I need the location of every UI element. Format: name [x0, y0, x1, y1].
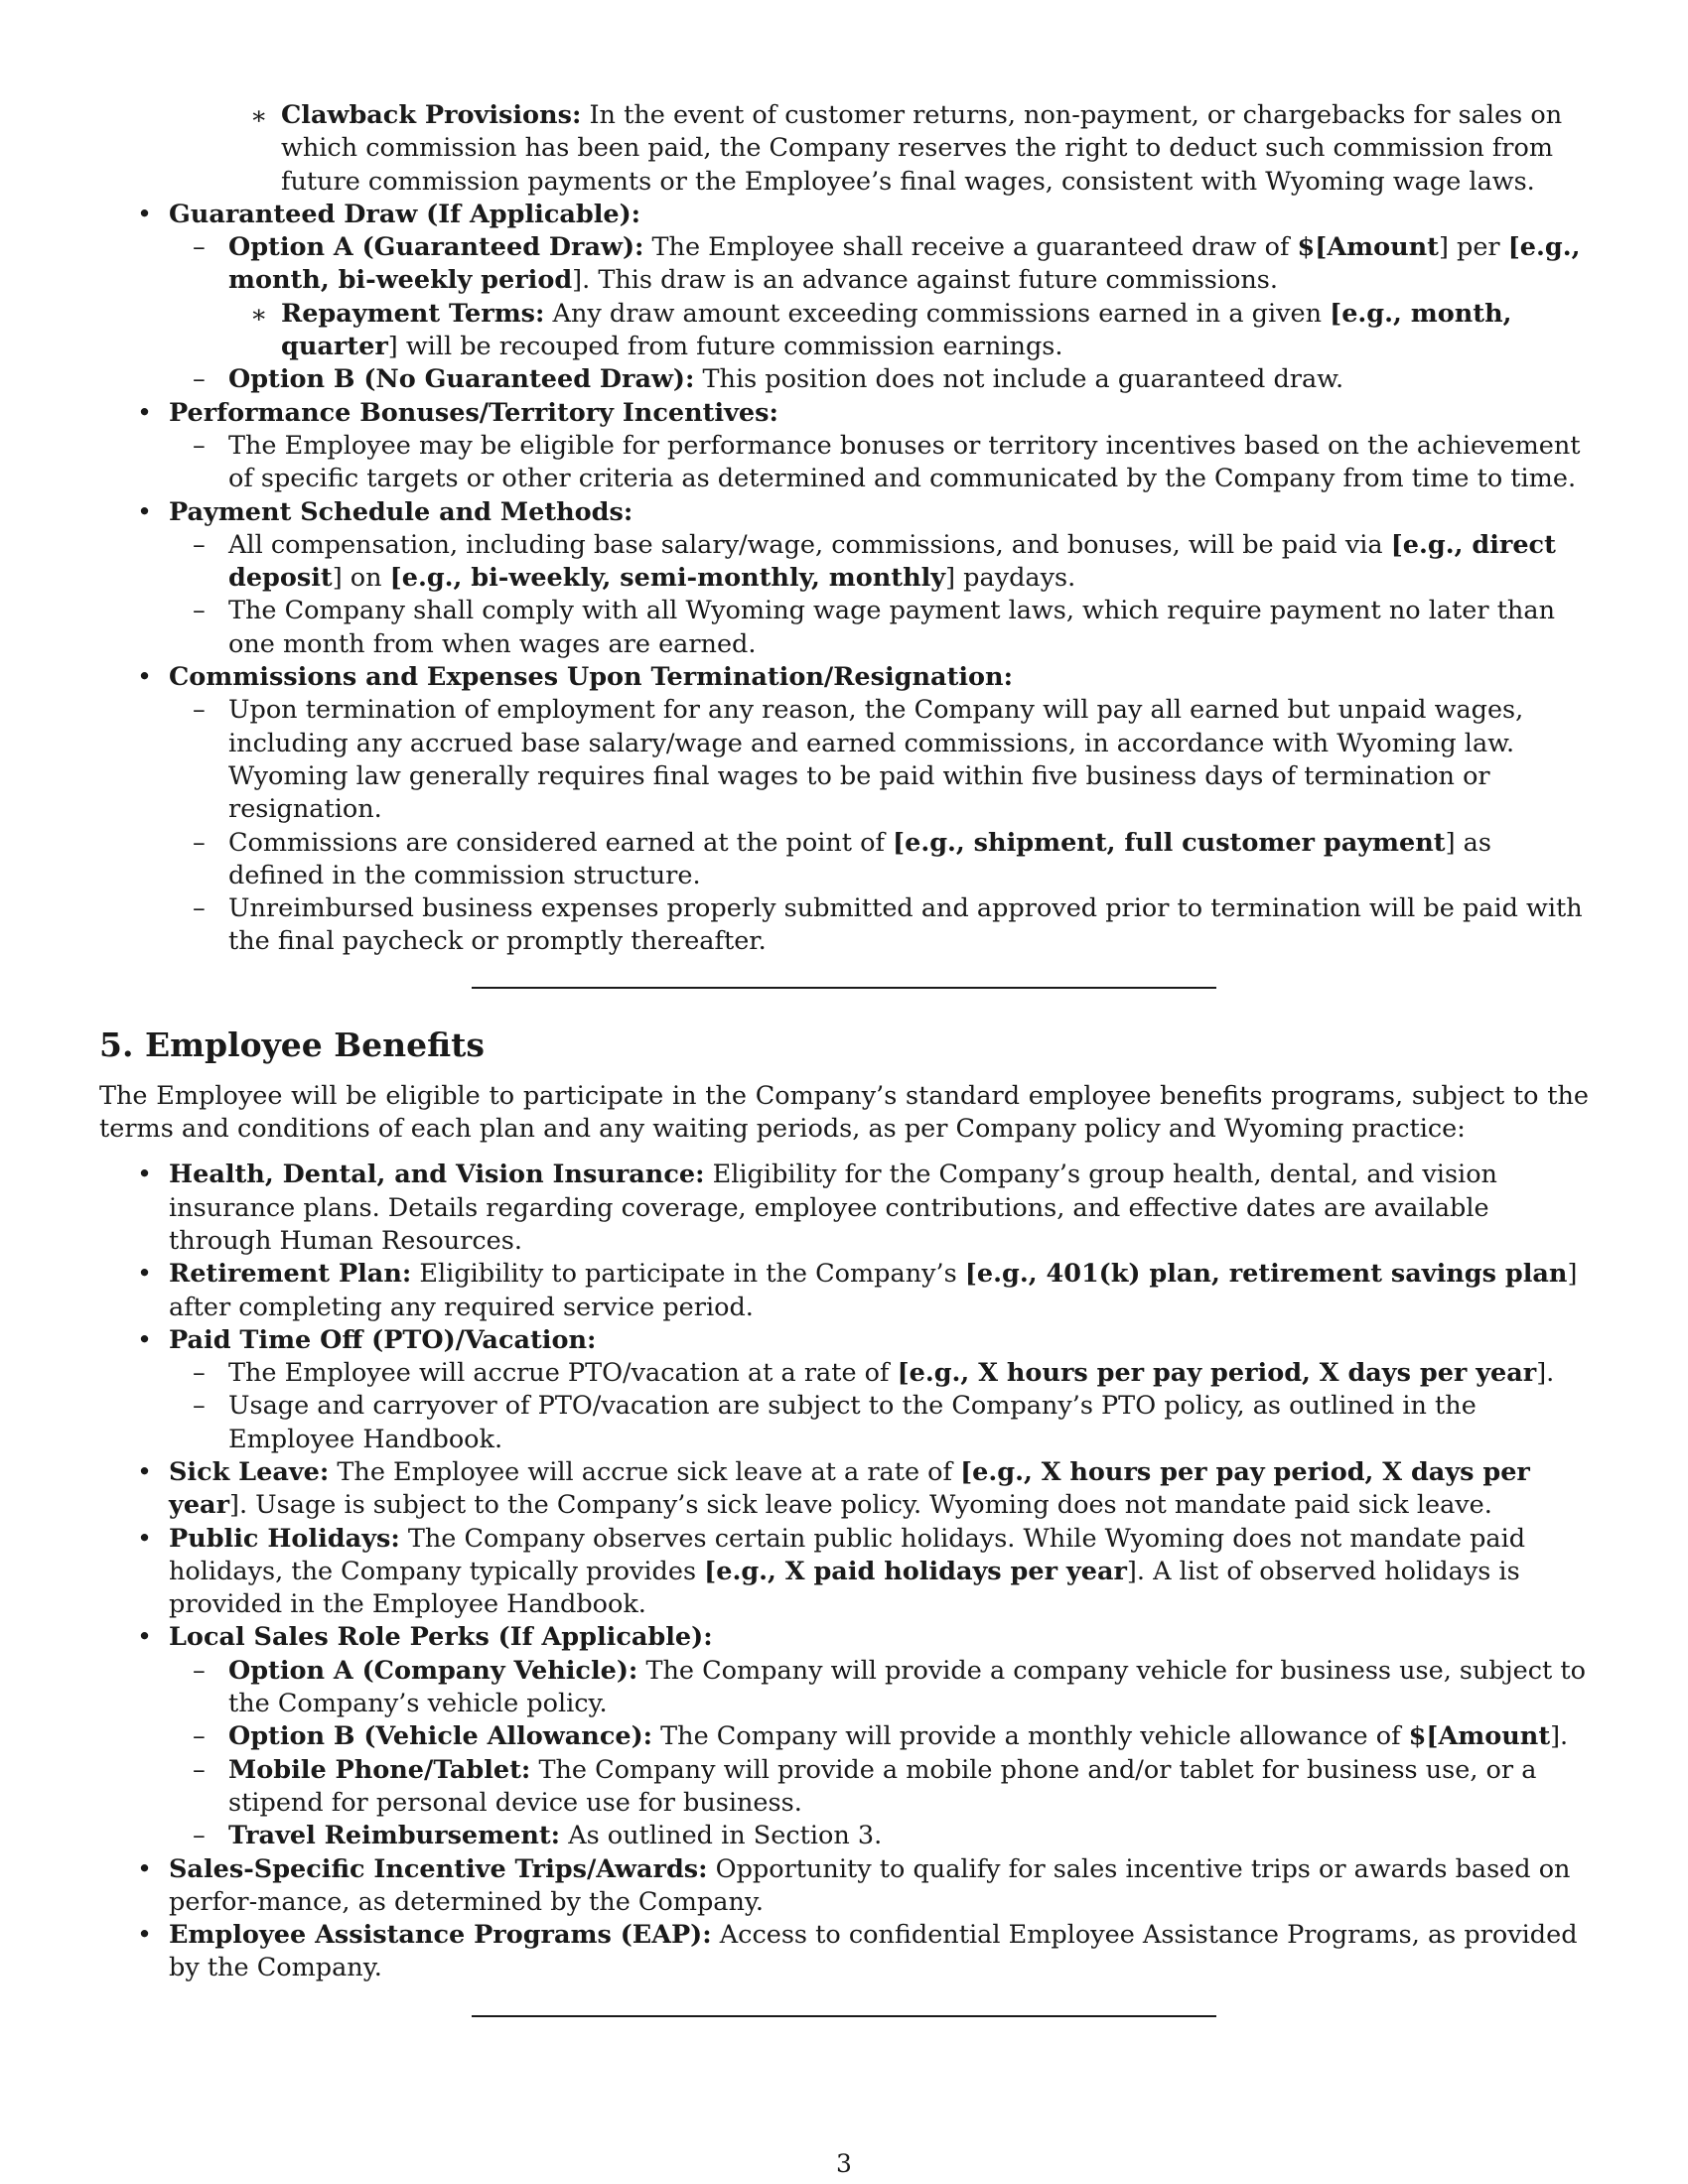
- travel-text: As outlined in Section 3.: [560, 1821, 883, 1851]
- pto-accrual-text-2: ].: [1536, 1358, 1555, 1389]
- payment-text-2: ] on: [332, 563, 390, 594]
- guaranteed-draw-options: [169, 231, 1589, 396]
- vehicle-option-b-text-2: ].: [1550, 1721, 1569, 1752]
- health-insurance-item: [99, 1159, 1589, 1258]
- benefits-intro: The Employee will be eligible to participate in the Company’s standard employee benefits programs, subject to the terms and conditions of each plan and any waiting periods, as per Company policy and Wyoming practice:: [99, 1080, 1589, 1145]
- repayment-text-2: ] will be recouped from future commission earnings.: [387, 332, 1063, 362]
- commission-earned-text-1: Commissions are considered earned at the point of: [228, 827, 894, 858]
- vehicle-option-b: [169, 1720, 1589, 1753]
- incentive-trips-label: Sales-Specific Incentive Trips/Awards:: [169, 1853, 708, 1884]
- sick-leave-text-2: ]. Usage is subject to the Company’s sick leave policy. Wyoming does not mandate paid sick leave.: [229, 1490, 1492, 1521]
- final-wages-text: Upon termination of employment for any reason, the Company will pay all earned but unpaid wages, including any accrued base salary/wage and earned commissions, in accordance with Wyoming law. Wyoming law generally requires final wages to be paid within five business days of termination or resignation.: [228, 695, 1524, 825]
- wage-law-item: [169, 595, 1589, 661]
- draw-option-b-label: Option B (No Guaranteed Draw):: [228, 364, 695, 395]
- bonus-text-item: [169, 430, 1589, 496]
- clawback-list: [228, 99, 1589, 199]
- perks-list: [169, 1655, 1589, 1853]
- termination-list: [169, 694, 1589, 958]
- payment-schedule-item: [99, 496, 1589, 661]
- draw-option-a: [169, 231, 1589, 363]
- vehicle-option-b-label: Option B (Vehicle Allowance):: [228, 1721, 653, 1752]
- bonus-list: [169, 430, 1589, 496]
- payment-method-item: [169, 529, 1589, 596]
- page-number: 3: [836, 2149, 852, 2178]
- incentive-trips-item: [99, 1853, 1589, 1920]
- holidays-item: [99, 1523, 1589, 1622]
- incentive-trips-text: Opportunity to qualify for sales incentive trips or awards based on perfor-mance, as determined by the Company.: [169, 1853, 1571, 1917]
- mobile-phone-text: The Company will provide a mobile phone and/or tablet for business use, or a stipend for personal device use for business.: [228, 1754, 1537, 1818]
- retirement-text-1: Eligibility to participate in the Company’s: [411, 1259, 965, 1290]
- holidays-text-2: ]. A list of observed holidays is provided in the Employee Handbook.: [169, 1556, 1520, 1620]
- benefits-list: [99, 1159, 1589, 1984]
- retirement-text-2: ] after completing any required service period.: [169, 1259, 1578, 1322]
- repayment-list: [228, 298, 1589, 364]
- pto-accrual-text-1: The Employee will accrue PTO/vacation at a rate of: [228, 1358, 898, 1389]
- mobile-phone-item: [169, 1754, 1589, 1821]
- draw-option-a-amount: $[Amount: [1297, 232, 1439, 263]
- commission-earned-point: [e.g., shipment, full customer payment: [893, 827, 1446, 858]
- draw-option-a-text-3: ]. This draw is an advance against future commissions.: [572, 265, 1278, 296]
- mobile-phone-label: Mobile Phone/Tablet:: [228, 1754, 531, 1785]
- bonus-item: [99, 397, 1589, 496]
- section-divider: [472, 987, 1216, 989]
- repayment-period: [e.g., month, quarter: [281, 298, 1512, 362]
- pto-heading: Paid Time Off (PTO)/Vacation:: [169, 1324, 597, 1355]
- eap-item: [99, 1919, 1589, 1985]
- commission-earned-item: [169, 827, 1589, 893]
- repayment-terms-item: [228, 298, 1589, 364]
- pto-usage-text: Usage and carryover of PTO/vacation are subject to the Company’s PTO policy, as outlined in the Employee Handbook.: [228, 1391, 1477, 1454]
- draw-option-a-label: Option A (Guaranteed Draw):: [228, 232, 644, 263]
- pto-list: [169, 1357, 1589, 1456]
- perks-item: [99, 1621, 1589, 1852]
- wage-law-text: The Company shall comply with all Wyoming wage payment laws, which require payment no later than one month from when wages are earned.: [228, 596, 1555, 659]
- vehicle-allowance-amount: $[Amount: [1408, 1721, 1551, 1752]
- expenses-item: [169, 892, 1589, 959]
- eap-label: Employee Assistance Programs (EAP):: [169, 1920, 712, 1951]
- vehicle-option-a-text: The Company will provide a company vehicle for business use, subject to the Company’s vehicle policy.: [228, 1655, 1586, 1719]
- eap-text: Access to confidential Employee Assistance Programs, as provided by the Company.: [169, 1920, 1578, 1983]
- commission-earned-text-2: ] as defined in the commission structure.: [228, 827, 1491, 890]
- holidays-text-1: The Company observes certain public holidays. While Wyoming does not mandate paid holidays, the Company typically provides: [169, 1523, 1526, 1586]
- payment-schedule-heading: Payment Schedule and Methods:: [169, 496, 633, 527]
- compensation-list: [99, 199, 1589, 959]
- payment-text-1: All compensation, including base salary/wage, commissions, and bonuses, will be paid via: [228, 529, 1391, 560]
- payment-method: [e.g., direct deposit: [228, 529, 1556, 594]
- retirement-label: Retirement Plan:: [169, 1259, 412, 1290]
- sick-leave-rate: [e.g., X hours per pay period, X days per year: [169, 1456, 1530, 1521]
- draw-option-a-text-1: The Employee shall receive a guaranteed draw of: [643, 232, 1298, 263]
- vehicle-option-b-text-1: The Company will provide a monthly vehicle allowance of: [652, 1721, 1409, 1752]
- retirement-plan-placeholder: [e.g., 401(k) plan, retirement savings plan: [964, 1259, 1568, 1290]
- health-insurance-text: Eligibility for the Company’s group health, dental, and vision insurance plans. Details regarding coverage, employee contributions, and effective dates are available through Human Resources.: [169, 1160, 1497, 1256]
- pto-item: [99, 1324, 1589, 1456]
- health-insurance-label: Health, Dental, and Vision Insurance:: [169, 1160, 705, 1190]
- travel-item: [169, 1820, 1589, 1852]
- sick-leave-label: Sick Leave:: [169, 1456, 330, 1487]
- vehicle-option-a: [169, 1655, 1589, 1721]
- expenses-text: Unreimbursed business expenses properly submitted and approved prior to termination will be paid with the final paycheck or promptly thereafter.: [228, 893, 1583, 957]
- sick-leave-text-1: The Employee will accrue sick leave at a rate of: [329, 1456, 961, 1487]
- guaranteed-draw-item: [99, 199, 1589, 397]
- travel-label: Travel Reimbursement:: [228, 1821, 561, 1851]
- pto-accrual-item: [169, 1357, 1589, 1390]
- payment-schedule-list: [169, 529, 1589, 661]
- section-end-divider: [472, 2015, 1216, 2017]
- clawback-item: [228, 99, 1589, 199]
- payment-frequency: [e.g., bi-weekly, semi-monthly, monthly: [389, 563, 946, 594]
- payment-text-3: ] paydays.: [945, 563, 1076, 594]
- sick-leave-item: [99, 1456, 1589, 1523]
- document-page: [99, 99, 1589, 2017]
- termination-heading: Commissions and Expenses Upon Termination/Resignation:: [169, 662, 1013, 693]
- draw-option-b: [169, 363, 1589, 396]
- clawback-label: Clawback Provisions:: [281, 100, 582, 130]
- perks-heading: Local Sales Role Perks (If Applicable):: [169, 1622, 713, 1653]
- draw-option-a-text-2: ] per: [1438, 232, 1508, 263]
- draw-option-a-period: [e.g., month, bi-weekly period: [228, 232, 1581, 296]
- draw-option-b-text: This position does not include a guaranteed draw.: [694, 364, 1344, 395]
- final-wages-item: [169, 694, 1589, 826]
- pto-usage-item: [169, 1390, 1589, 1456]
- bonus-text: The Employee may be eligible for performance bonuses or territory incentives based on the achievement of specific targets or other criteria as determined and communicated by the Company from time to time.: [228, 430, 1581, 494]
- guaranteed-draw-heading: Guaranteed Draw (If Applicable):: [169, 199, 641, 229]
- repayment-text-1: Any draw amount exceeding commissions earned in a given: [544, 298, 1331, 329]
- pto-accrual-rate: [e.g., X hours per pay period, X days per year: [897, 1358, 1537, 1389]
- repayment-terms-label: Repayment Terms:: [281, 298, 545, 329]
- bonus-heading: Performance Bonuses/Territory Incentives:: [169, 397, 778, 428]
- section-5-title: 5. Employee Benefits: [99, 1024, 485, 1064]
- holidays-count: [e.g., X paid holidays per year: [704, 1556, 1127, 1586]
- termination-item: [99, 661, 1589, 959]
- retirement-item: [99, 1258, 1589, 1324]
- holidays-label: Public Holidays:: [169, 1523, 400, 1554]
- vehicle-option-a-label: Option A (Company Vehicle):: [228, 1655, 638, 1686]
- clawback-text: In the event of customer returns, non-payment, or chargebacks for sales on which commission has been paid, the Company reserves the right to deduct such commission from future commission payments or the Employee’s final wages, consistent with Wyoming wage laws.: [281, 100, 1563, 197]
